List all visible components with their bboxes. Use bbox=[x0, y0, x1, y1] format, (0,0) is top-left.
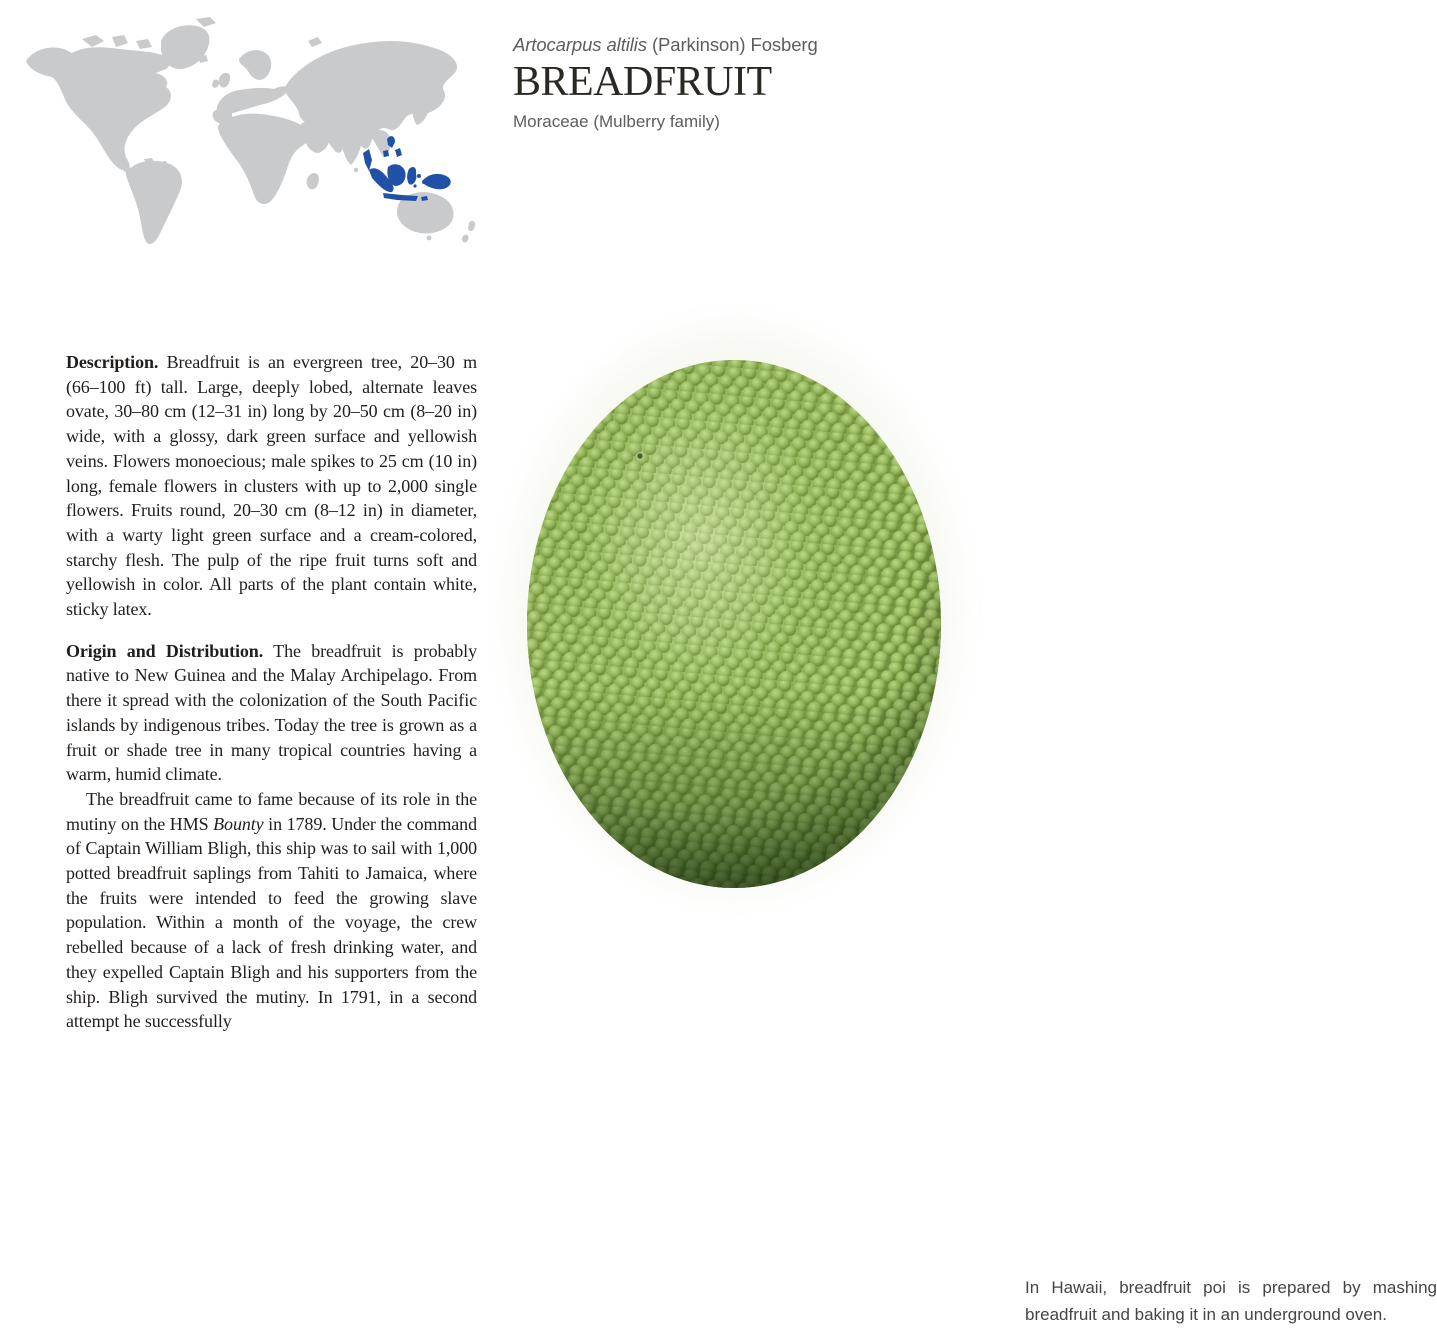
naming-authority: (Parkinson) Fosberg bbox=[646, 34, 818, 55]
scientific-name: Artocarpus altilis bbox=[513, 34, 647, 55]
description-text: Breadfruit is an evergreen tree, 20–30 m (66–100 ft) tall. Large, deeply lobed, alternate leaves ovate, 30–80 cm (12–31 in) long by 20–50 cm (8–20 in) wide, with a glossy, dark green surface and yellowish veins. Flowers monoecious; male spikes to 25 cm (10 in) long, female flowers in clusters with up to 2,000 single flowers. Fruits round, 20–30 cm (8–12 in) in diameter, with a warty light green surface and a cream-colored, starchy flesh. The pulp of the ripe fruit turns soft and yellowish in color. All parts of the plant contain white, sticky latex. bbox=[66, 352, 477, 620]
breadfruit-figure bbox=[512, 348, 1437, 1324]
scientific-name-line bbox=[513, 33, 993, 56]
distribution-world-map bbox=[20, 16, 490, 250]
origin-paragraph bbox=[66, 639, 477, 787]
fruit-blemish bbox=[637, 453, 642, 458]
species-header bbox=[513, 33, 993, 132]
origin-text: The breadfruit is probably native to New Guinea and the Malay Archipelago. From there it spread with the colonization of the South Pacific islands by indigenous tribes. Today the tree is grown as a fruit or shade tree in many tropical countries having a warm, humid climate. bbox=[66, 640, 477, 785]
figure-caption: In Hawaii, breadfruit poi is prepared by mashing breadfruit and baking it in an underground oven. bbox=[1025, 1278, 1437, 1324]
fruit-body bbox=[527, 360, 941, 888]
breadfruit-photo bbox=[512, 348, 956, 918]
bounty-paragraph bbox=[66, 787, 477, 1034]
world-landmass bbox=[26, 17, 475, 244]
common-name-title: BREADFRUIT bbox=[513, 59, 772, 105]
native-range-highlight bbox=[363, 136, 451, 201]
origin-lead: Origin and Distribution. bbox=[66, 640, 264, 661]
article-text-column bbox=[66, 350, 477, 1034]
bounty-text-before: The breadfruit came to fame because of its role in the mutiny on the HMS bbox=[66, 788, 477, 834]
ship-name: Bounty bbox=[213, 813, 264, 834]
description-lead: Description. bbox=[66, 352, 159, 372]
family-name: Moraceae (Mulberry family) bbox=[513, 112, 720, 131]
description-paragraph bbox=[66, 350, 477, 622]
bounty-text-after: in 1789. Under the command of Captain William Bligh, this ship was to sail with 1,000 potted breadfruit saplings from Tahiti to Jamaica, where the fruits were intended to feed the growing slave population. Within a month of the voyage, the crew rebelled because of a lack of fresh drinking water, and they expelled Captain Bligh and his supporters from the ship. Bligh survived the mutiny. In 1791, in a second attempt he successfully bbox=[66, 813, 477, 1032]
